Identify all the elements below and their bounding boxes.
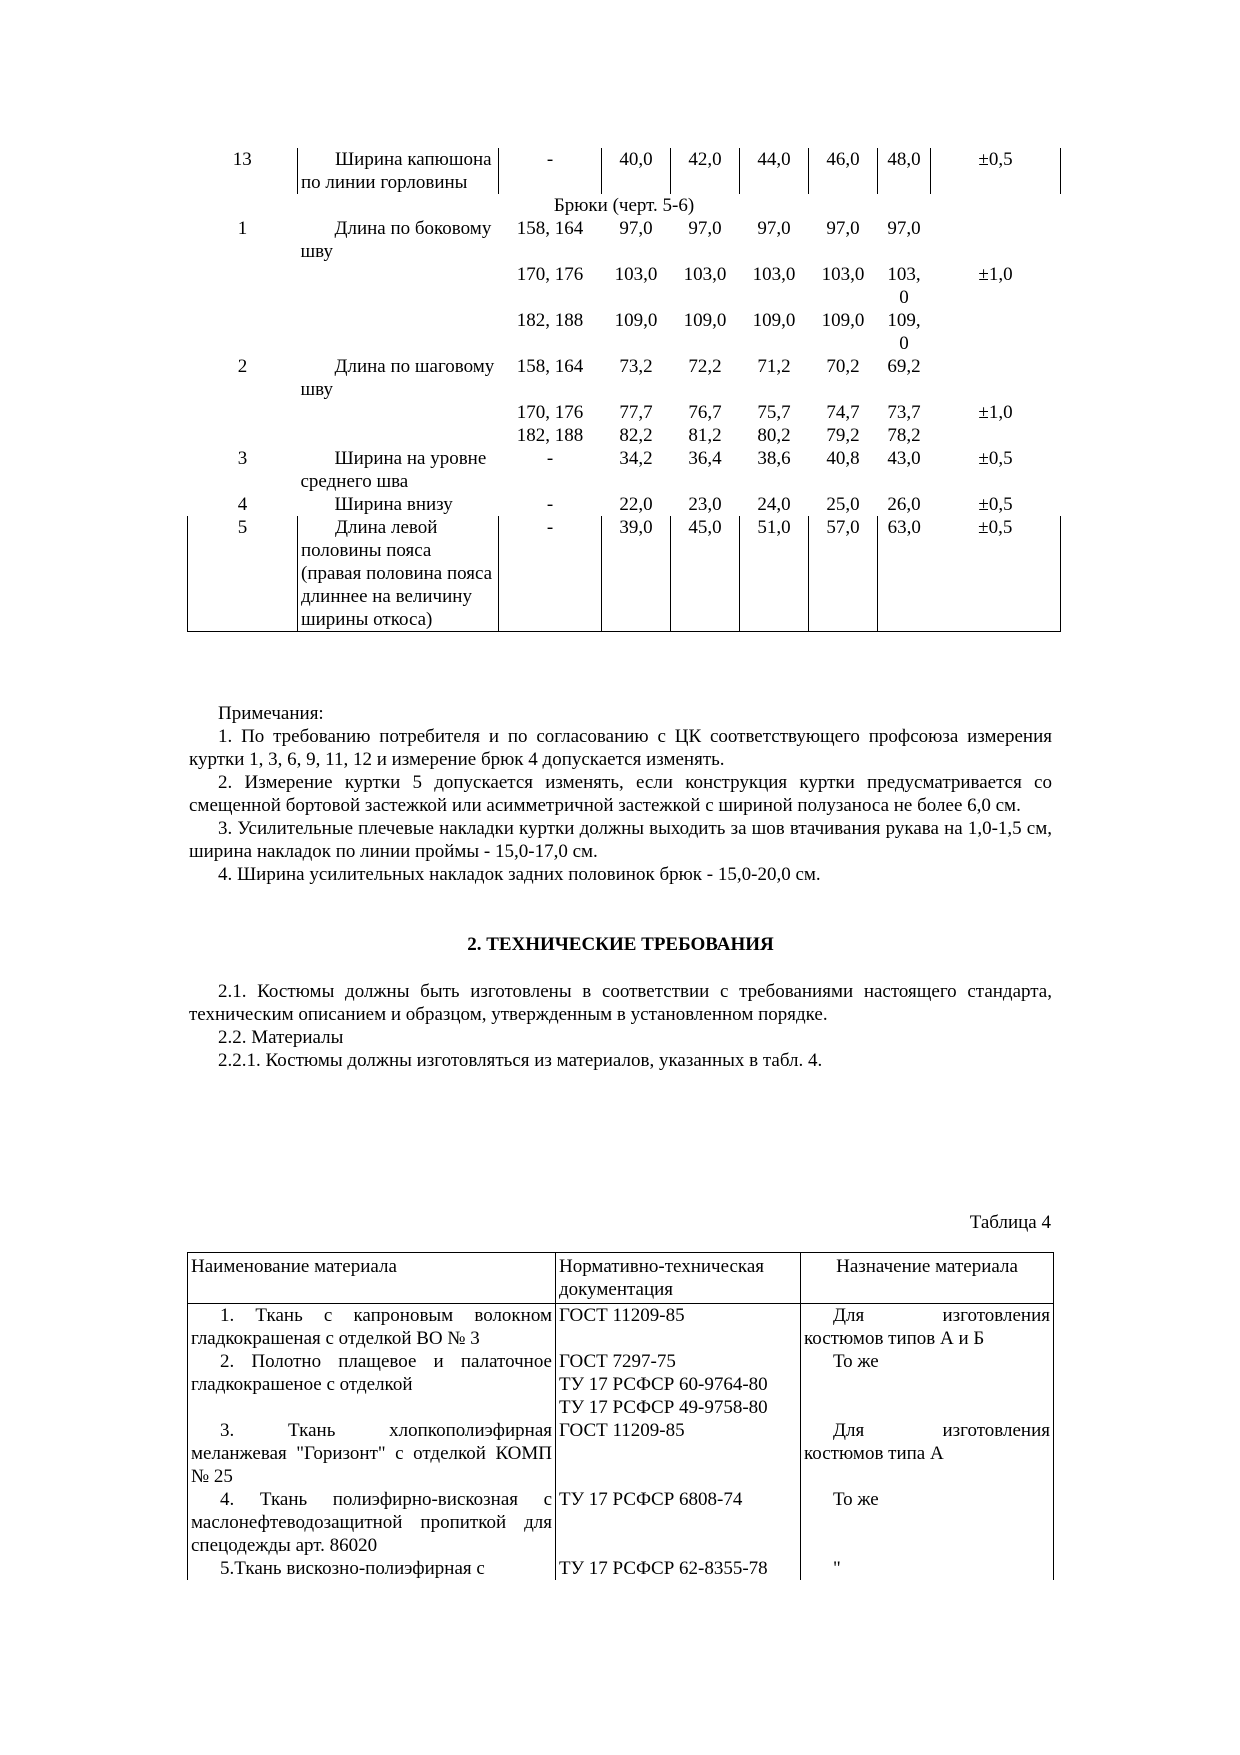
row-number: 1: [237, 218, 248, 239]
tolerance: [931, 355, 1061, 401]
size-value: 23,0: [688, 494, 722, 515]
dimension-name: [298, 148, 499, 194]
size-value: 103,0: [683, 264, 727, 285]
tolerance: ±1,0: [978, 264, 1013, 285]
tolerance: [931, 309, 1061, 355]
table-row: [188, 516, 1061, 632]
height-range: -: [546, 448, 554, 469]
note-item: 1. По требованию потребителя и по согласованию с ЦК соответствующего профсоюза измерения куртки 1, 3, 6, 9, 11, 12 и измерение брюк 4 допускается изменять.: [189, 726, 1052, 770]
size-value: 71,2: [757, 356, 791, 377]
size-value: 44,0: [740, 148, 809, 194]
purpose-text: То же: [833, 1489, 879, 1510]
size-value: 25,0: [826, 494, 860, 515]
section-paragraph: 2.2. Материалы: [218, 1027, 344, 1048]
subheading: Брюки (черт. 5-6): [553, 195, 695, 216]
size-value: 82,2: [619, 425, 653, 446]
size-value: 75,7: [757, 402, 791, 423]
size-value: 109,0: [821, 310, 865, 331]
size-value: 103,0: [614, 264, 658, 285]
note-item: 2. Измерение куртки 5 допускается изменять, если конструкция куртки предусматривается со смещенной бортовой застежкой или асимметричной застежкой с шириной полузаноса не более 6,0 см.: [189, 772, 1052, 816]
size-value: 46,0: [809, 148, 878, 194]
size-value: 38,6: [757, 448, 791, 469]
height-range: -: [499, 516, 602, 632]
dimension-name: [298, 217, 499, 263]
size-value: 73,2: [619, 356, 653, 377]
size-value: 24,0: [757, 494, 791, 515]
dimension-name: [298, 355, 499, 401]
table-row: [188, 217, 1061, 263]
size-value: 39,0: [602, 516, 671, 632]
dimension-name: [298, 309, 499, 355]
material-text: 5.Ткань вискозно-полиэфирная с: [220, 1558, 485, 1579]
table-row: [188, 401, 1061, 424]
row-number: [188, 401, 298, 424]
table-row: [188, 1304, 1054, 1351]
header-material: Наименование материала: [188, 1253, 556, 1304]
sizes-table: [187, 148, 1061, 632]
table-row: [188, 493, 1061, 516]
docs-cell: [556, 1488, 801, 1557]
dimension-name: [298, 424, 499, 447]
table-row: [188, 1557, 1054, 1580]
material-name: [188, 1304, 556, 1351]
doc-ref: ТУ 17 РСФСР 60-9764-80: [559, 1374, 768, 1395]
tolerance: [931, 424, 1061, 447]
tolerance: ±0,5: [978, 494, 1013, 515]
dimension-name-text: Длина по шаговому шву: [300, 356, 495, 400]
size-value: 79,2: [826, 425, 860, 446]
tolerance: ±0,5: [931, 516, 1061, 632]
table-row: [188, 148, 1061, 194]
size-value: 97,0: [826, 218, 860, 239]
dimension-name: [298, 401, 499, 424]
size-value: 109, 0: [887, 310, 921, 354]
header-docs: Нормативно-техническая документация: [556, 1253, 801, 1304]
row-number: 2: [237, 356, 248, 377]
doc-ref: ГОСТ 11209-85: [559, 1420, 685, 1441]
section-paragraph: 2.2.1. Костюмы должны изготовляться из материалов, указанных в табл. 4.: [218, 1050, 823, 1071]
material-name: [188, 1419, 556, 1488]
size-value: 48,0: [878, 148, 931, 194]
section-body: [189, 980, 1052, 1072]
table-row: [188, 1488, 1054, 1557]
purpose-cell: [801, 1557, 1054, 1580]
size-value: 70,2: [826, 356, 860, 377]
height-range: -: [546, 494, 554, 515]
purpose-text: ": [833, 1558, 841, 1579]
size-value: 73,7: [887, 402, 921, 423]
purpose-text: Для изготовления костюмов типов А и Б: [804, 1305, 1050, 1349]
docs-cell: [556, 1419, 801, 1488]
size-value: 109,0: [683, 310, 727, 331]
height-range: 182, 188: [516, 310, 584, 331]
docs-cell: [556, 1350, 801, 1419]
size-value: 76,7: [688, 402, 722, 423]
size-value: 97,0: [887, 218, 921, 239]
dimension-name-text: Длина по боковому шву: [300, 218, 492, 262]
header-purpose: Назначение материала: [801, 1253, 1054, 1304]
table-row: [188, 263, 1061, 309]
dimension-name-text: Ширина на уровне среднего шва: [300, 448, 487, 492]
height-range: 170, 176: [516, 402, 584, 423]
purpose-cell: [801, 1350, 1054, 1419]
row-number: 3: [237, 448, 248, 469]
size-value: 103,0: [752, 264, 796, 285]
table-row: [188, 355, 1061, 401]
doc-ref: ГОСТ 11209-85: [559, 1305, 685, 1326]
materials-table: [187, 1252, 1054, 1580]
height-range: 170, 176: [516, 264, 584, 285]
purpose-text: Для изготовления костюмов типа А: [804, 1420, 1050, 1464]
size-value: 78,2: [887, 425, 921, 446]
doc-ref: ГОСТ 7297-75: [559, 1351, 676, 1372]
height-range: 182, 188: [516, 425, 584, 446]
row-number: [188, 424, 298, 447]
docs-cell: [556, 1304, 801, 1351]
size-value: 72,2: [688, 356, 722, 377]
size-value: 77,7: [619, 402, 653, 423]
size-value: 74,7: [826, 402, 860, 423]
size-value: 69,2: [887, 356, 921, 377]
dimension-name-text: Длина левой половины пояса (правая половина пояса длиннее на величину ширины откоса): [301, 517, 493, 630]
material-text: 3. Ткань хлопкополиэфирная меланжевая "Горизонт" с отделкой КОМП № 25: [191, 1420, 552, 1487]
dimension-name-text: Ширина внизу: [334, 494, 453, 515]
size-value: 63,0: [878, 516, 931, 632]
size-value: 57,0: [809, 516, 878, 632]
table-row: [188, 1419, 1054, 1488]
size-value: 34,2: [619, 448, 653, 469]
size-value: 40,0: [602, 148, 671, 194]
size-value: 97,0: [757, 218, 791, 239]
height-range: -: [499, 148, 602, 194]
purpose-cell: [801, 1488, 1054, 1557]
notes-title: Примечания:: [218, 703, 324, 724]
size-value: 97,0: [619, 218, 653, 239]
size-value: 80,2: [757, 425, 791, 446]
size-value: 42,0: [671, 148, 740, 194]
table-caption: Таблица 4: [969, 1212, 1051, 1233]
size-value: 109,0: [614, 310, 658, 331]
tolerance: ±1,0: [978, 402, 1013, 423]
size-value: 22,0: [619, 494, 653, 515]
docs-cell: [556, 1557, 801, 1580]
material-name: [188, 1488, 556, 1557]
section-title: 2. ТЕХНИЧЕСКИЕ ТРЕБОВАНИЯ: [467, 934, 774, 955]
material-name: [188, 1350, 556, 1419]
dimension-name: [298, 263, 499, 309]
row-number: [188, 263, 298, 309]
table-row: [188, 447, 1061, 493]
doc-ref: ТУ 17 РСФСР 6808-74: [559, 1489, 743, 1510]
size-value: 81,2: [688, 425, 722, 446]
size-value: 97,0: [688, 218, 722, 239]
table-row: [188, 1350, 1054, 1419]
material-text: 1. Ткань с капроновым волокном гладкокрашеная с отделкой ВО № 3: [191, 1305, 552, 1349]
dimension-name: [298, 493, 499, 516]
purpose-cell: [801, 1304, 1054, 1351]
material-text: 4. Ткань полиэфирно-вискозная с маслонефтеводозащитной пропиткой для спецодежды арт. 86020: [191, 1489, 552, 1556]
row-number: 4: [237, 494, 248, 515]
size-value: 103,0: [821, 264, 865, 285]
note-item: 4. Ширина усилительных накладок задних половинок брюк - 15,0-20,0 см.: [218, 864, 821, 885]
height-range: 158, 164: [516, 218, 584, 239]
table-row: [188, 424, 1061, 447]
notes-block: [189, 702, 1052, 886]
dimension-name: [298, 447, 499, 493]
size-value: 45,0: [671, 516, 740, 632]
dimension-name: [298, 516, 499, 632]
doc-ref: ТУ 17 РСФСР 49-9758-80: [559, 1397, 768, 1418]
section-paragraph: 2.1. Костюмы должны быть изготовлены в соответствии с требованиями настоящего стандарта, техническим описанием и образцом, утвержденным в установленном порядке.: [189, 981, 1052, 1025]
tolerance: [931, 217, 1061, 263]
size-value: 109,0: [752, 310, 796, 331]
material-name: [188, 1557, 556, 1580]
size-value: 43,0: [887, 448, 921, 469]
material-text: 2. Полотно плащевое и палаточное гладкокрашеное с отделкой: [191, 1351, 552, 1395]
row-number: 5: [188, 516, 298, 632]
subheading-row: [188, 194, 1061, 217]
height-range: 158, 164: [516, 356, 584, 377]
row-number: 13: [232, 149, 252, 170]
dimension-name-text: Ширина капюшона по линии горловины: [301, 149, 492, 193]
doc-ref: ТУ 17 РСФСР 62-8355-78: [559, 1558, 768, 1579]
size-value: 36,4: [688, 448, 722, 469]
table-row: [188, 309, 1061, 355]
tolerance: ±0,5: [978, 448, 1013, 469]
row-number: [188, 309, 298, 355]
size-value: 40,8: [826, 448, 860, 469]
tolerance: ±0,5: [931, 148, 1061, 194]
size-value: 103, 0: [887, 264, 921, 308]
size-value: 26,0: [887, 494, 921, 515]
note-item: 3. Усилительные плечевые накладки куртки должны выходить за шов втачивания рукава на 1,0-1,5 см, ширина накладок по линии проймы - 15,0-17,0 см.: [189, 818, 1052, 862]
size-value: 51,0: [740, 516, 809, 632]
purpose-text: То же: [833, 1351, 879, 1372]
purpose-cell: [801, 1419, 1054, 1488]
